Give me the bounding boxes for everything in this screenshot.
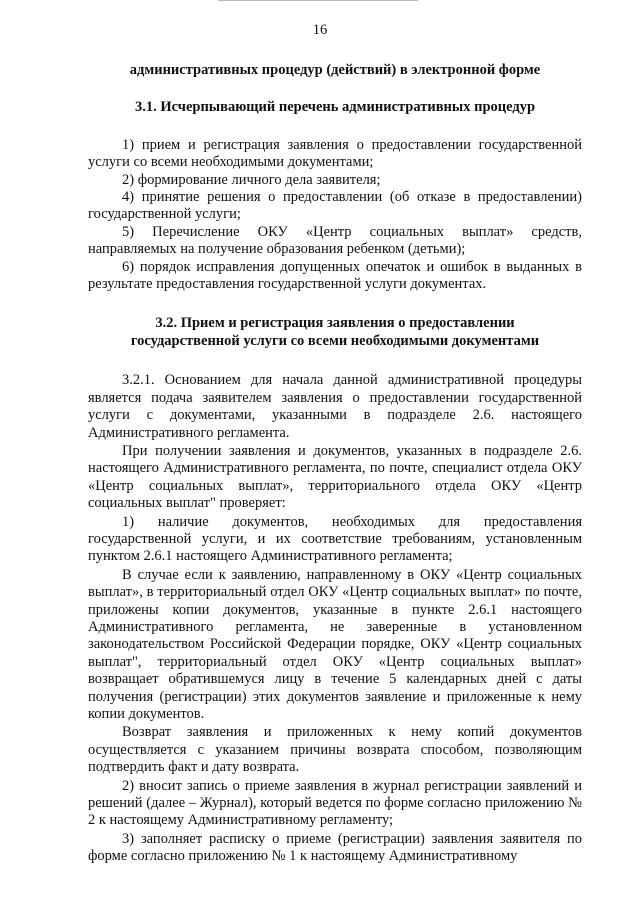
list-item: 1) прием и регистрация заявления о предоставлении государственной услуги со всеми необходимыми документами;: [88, 136, 582, 171]
paragraph: При получении заявления и документов, указанных в подразделе 2.6. настоящего Административного регламента, по почте, специалист отдела ОКУ «Центр социальных выплат», территориального отдела ОКУ «Центр социальных выплат" проверяет:: [88, 442, 582, 512]
list-item: 4) принятие решения о предоставлении (об отказе в предоставлении) государственной услуги;: [88, 189, 582, 223]
paragraph: В случае если к заявлению, направленному в ОКУ «Центр социальных выплат», в территориальный отдел ОКУ «Центр социальных выплат» по почте, приложены копии документов, указанные в пункте 2.6.1 настоящего Административного регламента, не заверенные в установленном законодательством Российской Федерации порядке, ОКУ «Центр социальных выплат", территориальный отдел ОКУ «Центр социальных выплат» возвращает обратившемуся лицу в течение 5 календарных дней с даты получения (регистрации) этих документов заявление и приложенные к нему копии документов.: [88, 566, 582, 722]
paragraph: 2) вносит запись о приеме заявления в журнал регистрации заявлений и решений (далее – Журнал), который ведется по форме согласно приложению № 2 к настоящему Административному регламенту;: [88, 777, 582, 829]
list-item: 5) Перечисление ОКУ «Центр социальных выплат» средств, направляемых на получение образования ребенком (детьми);: [88, 223, 582, 258]
page-content: [88, 56, 582, 866]
section-3-2-title-line1: 3.2. Прием и регистрация заявления о предоставлении: [155, 315, 515, 332]
procedure-list: [88, 137, 582, 294]
section-3-2-body: [88, 372, 582, 865]
list-item: 6) порядок исправления допущенных опечаток и ошибок в выданных в результате предоставления государственной услуги документах.: [88, 258, 582, 293]
section-3-2-title-line2: государственной услуги со всеми необходимыми документами: [130, 332, 540, 349]
page-number: 16: [312, 22, 328, 38]
paragraph: 3) заполняет расписку о приеме (регистрации) заявления заявителя по форме согласно приложению № 1 к настоящему Административному: [88, 830, 582, 865]
section-3-1-title: 3.1. Исчерпывающий перечень административных процедур: [134, 99, 536, 116]
list-item: 2) формирование личного дела заявителя;: [122, 171, 381, 188]
scan-edge-line: [218, 0, 418, 1]
paragraph: 1) наличие документов, необходимых для предоставления государственной услуги, и их соответствие требованиям, установленным пунктом 2.6.1 настоящего Административного регламента;: [88, 513, 582, 565]
paragraph: 3.2.1. Основанием для начала данной административной процедуры является подача заявителем заявления о предоставлении государственной услуги с документами, указанными в подразделе 2.6. настоящего Административного регламента.: [88, 372, 582, 441]
paragraph: Возврат заявления и приложенных к нему копий документов осуществляется с указанием причины возврата способом, позволяющим подтвердить факт и дату возврата.: [88, 724, 582, 776]
heading-continuation: административных процедур (действий) в электронной форме: [129, 62, 541, 78]
